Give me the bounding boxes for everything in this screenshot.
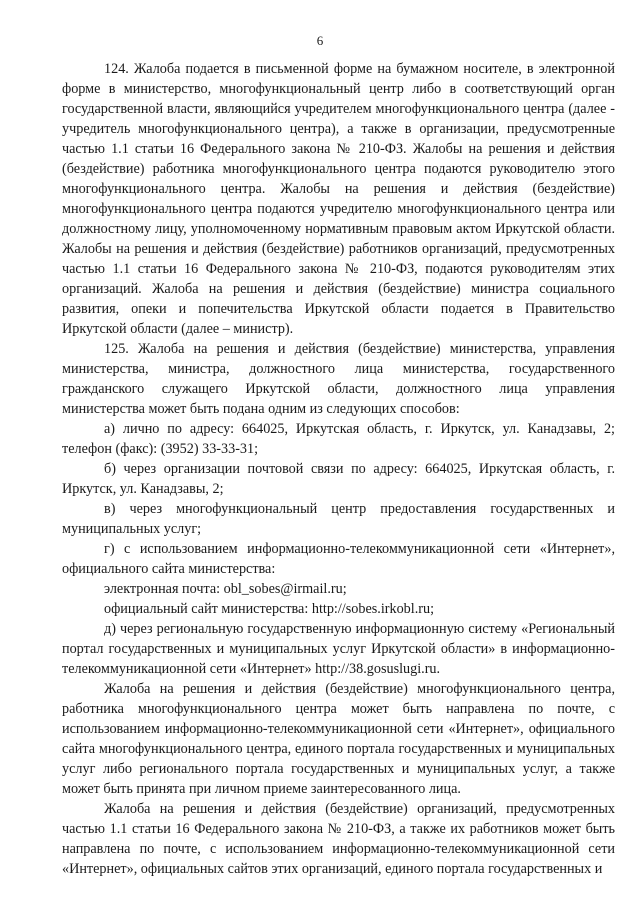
page-number: 6 (316, 33, 324, 48)
method-c-mfc: в) через многофункциональный центр предоставления государственных и муниципальных услуг; (62, 501, 615, 537)
paragraph-organizations-complaint: Жалоба на решения и действия (бездействие) организаций, предусмотренных частью 1.1 статьи 16 Федерального закона № 210-ФЗ, а также их работников может быть направлена по почте, с использованием информационно-телекоммуникационной сети «Интернет», официальных сайтов этих организаций, единого портала государственных и (62, 801, 615, 877)
method-b-postal: б) через организации почтовой связи по адресу: 664025, Иркутская область, г. Иркутск, ул. Канадзавы, 2; (62, 461, 615, 497)
document-body (62, 59, 615, 879)
email-line: электронная почта: obl_sobes@irmail.ru; (104, 581, 347, 597)
method-a-in-person: а) лично по адресу: 664025, Иркутская область, г. Иркутск, ул. Канадзавы, 2; телефон (факс): (3952) 33-33-31; (62, 421, 615, 457)
paragraph-124: 124. Жалоба подается в письменной форме на бумажном носителе, в электронной форме в министерство, многофункциональный центр либо в соответствующий орган государственной власти, являющийся учредителем многофункционального центра (далее - учредитель многофункционального центра), а также в организации, предусмотренные частью 1.1 статьи 16 Федерального закона № 210-ФЗ. Жалобы на решения и действия (бездействие) работника многофункционального центра подаются руководителю этого многофункционального центра. Жалобы на решения и действия (бездействие) многофункционального центра подаются учредителю многофункционального центра или должностному лицу, уполномоченному нормативным правовым актом Иркутской области. Жалобы на решения и действия (бездействие) работников организаций, предусмотренных частью 1.1 статьи 16 Федерального закона № 210-ФЗ, подаются руководителям этих организаций. Жалоба на решения и действия (бездействие) министра социального развития, опеки и попечительства Иркутской области подается в Правительство Иркутской области (далее – министр). (62, 61, 615, 337)
paragraph-mfc-complaint: Жалоба на решения и действия (бездействие) многофункционального центра, работника многофункционального центра может быть направлена по почте, с использованием информационно-телекоммуникационной сети «Интернет», официального сайта многофункционального центра, единого портала государственных и муниципальных услуг либо регионального портала государственных и муниципальных услуг, а также может быть принята при личном приеме заинтересованного лица. (62, 681, 615, 797)
paragraph-125: 125. Жалоба на решения и действия (бездействие) министерства, управления министерства, министра, должностного лица министерства, государственного гражданского служащего Иркутской области, должностного лица управления министерства может быть подана одним из следующих способов: (62, 341, 615, 417)
website-line: официальный сайт министерства: http://sobes.irkobl.ru; (104, 601, 435, 617)
method-e-portal: д) через региональную государственную информационную систему «Региональный портал государственных и муниципальных услуг Иркутской области» в информационно-телекоммуникационной сети «Интернет» http://38.gosuslugi.ru. (62, 621, 615, 677)
method-d-internet: г) с использованием информационно-телекоммуникационной сети «Интернет», официального сайта министерства: (62, 541, 615, 577)
